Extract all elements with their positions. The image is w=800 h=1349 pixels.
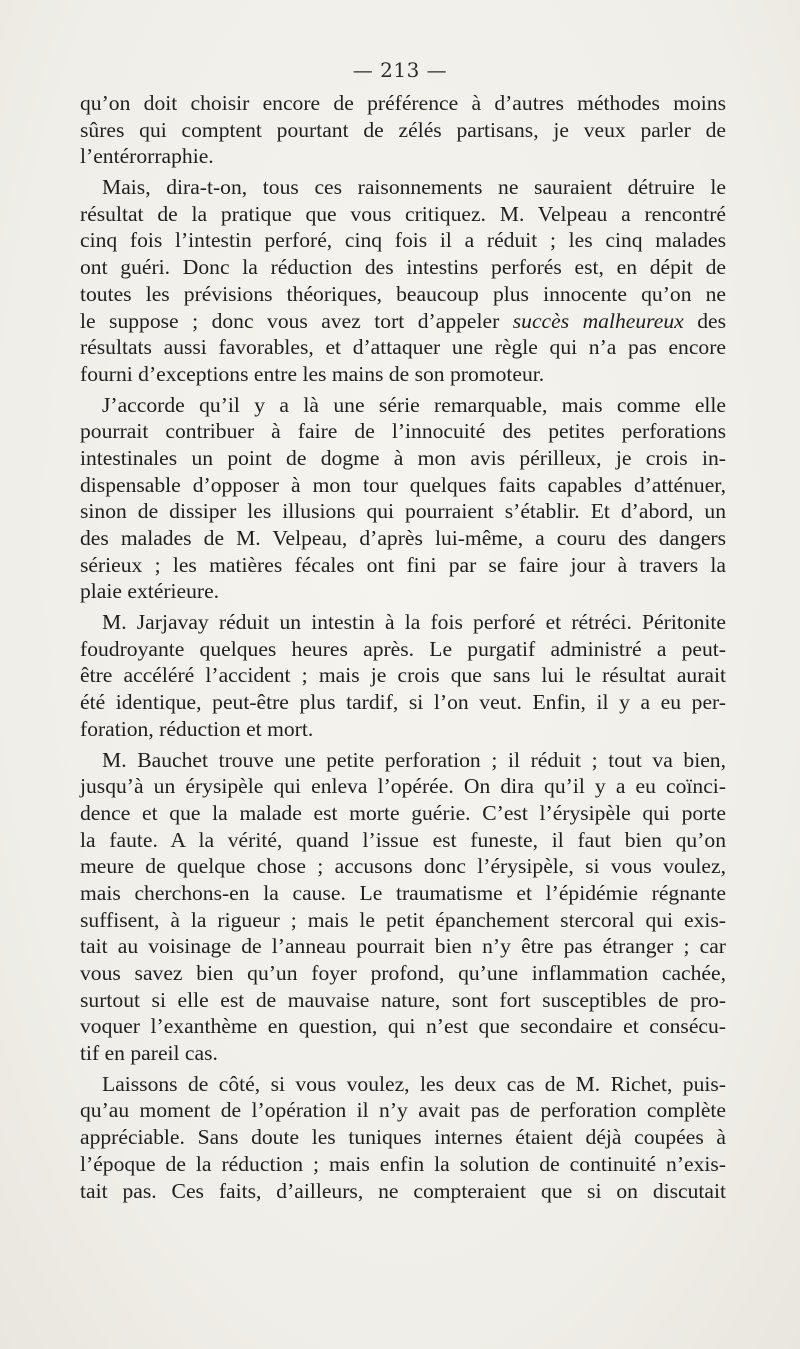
text-line: appréciable. Sans doute les tuniques internes étaient déjà coupées à [80,1125,726,1150]
text-line: Mais, dira-t-on, tous ces raisonnements ne sauraient détruire le [102,175,726,200]
text-line: foudroyante quelques heures après. Le purgatif administré a peut- [80,636,726,661]
text-line: M. Jarjavay réduit un intestin à la fois perforé et rétréci. Péritonite [102,610,726,635]
text-line: plaie extérieure. [80,579,220,604]
text-line: meure de quelque chose ; accusons donc l’érysipèle, si vous voulez, [80,854,726,879]
text-line: sûres qui comptent pourtant de zélés partisans, je veux parler de [80,117,726,142]
paragraph [80,747,726,1067]
text-line: tif en pareil cas. [80,1041,218,1066]
text-line: pourrait contribuer à faire de l’innocuité des petites perforations [80,419,726,444]
text-line: la faute. A la vérité, quand l’issue est funeste, il faut bien qu’on [80,827,726,852]
text-line: tait au voisinage de l’anneau pourrait bien n’y être pas étranger ; car [80,934,726,959]
text-line: résultat de la pratique que vous critiquez. M. Velpeau a rencontré [80,201,726,226]
text-line: fourni d’exceptions entre les mains de son promoteur. [80,361,545,386]
text-line: sinon de dissiper les illusions qui pourraient s’établir. Et d’abord, un [80,499,726,524]
page-number: — 213 — [352,58,448,82]
text-line: mais cherchons-en la cause. Le traumatisme et l’épidémie régnante [80,880,726,905]
text-line: été identique, peut-être plus tardif, si l’on veut. Enfin, il y a eu per- [80,690,726,715]
text-line: Laissons de côté, si vous voulez, les deux cas de M. Richet, puis- [102,1071,726,1096]
text-line: voquer l’exanthème en question, qui n’est que secondaire et consécu- [80,1014,726,1039]
text-line: résultats aussi favorables, et d’attaquer une règle qui n’a pas encore [80,335,726,360]
paragraph [80,392,726,606]
text-line: le suppose ; donc vous avez tort d’appeler succès malheureux des [80,308,726,333]
text-line: toutes les prévisions théoriques, beaucoup plus innocente qu’on ne [80,281,726,306]
text-line: surtout si elle est de mauvaise nature, sont fort susceptibles de pro- [80,987,726,1012]
text-line: qu’au moment de l’opération il n’y avait pas de perforation complète [80,1098,726,1123]
text-line: qu’on doit choisir encore de préférence à d’autres méthodes moins [80,91,726,115]
text-line: vous savez bien qu’un foyer profond, qu’une inflammation cachée, [80,961,726,985]
text-line: M. Bauchet trouve une petite perforation ; il réduit ; tout va bien, [102,747,726,772]
text-line: dispensable d’opposer à mon tour quelques faits capables d’atténuer, [80,472,726,497]
text-line: dence et que la malade est morte guérie. C’est l’érysipèle qui porte [80,800,726,825]
text-line: sérieux ; les matières fécales ont fini par se faire jour à travers la [80,552,726,577]
text-line: foration, réduction et mort. [80,716,314,741]
text-line: intestinales un point de dogme à mon avis périlleux, je crois in- [80,445,726,470]
text-line: l’entérorraphie. [80,144,214,169]
body-text [80,90,726,1208]
text-line: l’époque de la réduction ; mais enfin la solution de continuité n’exis- [80,1151,726,1176]
text-line: suffisent, à la rigueur ; mais le petit épanchement stercoral qui exis- [80,907,726,932]
text-line: jusqu’à un érysipèle qui enleva l’opérée. On dira qu’il y a eu coïnci- [80,774,726,799]
text-line: cinq fois l’intestin perforé, cinq fois il a réduit ; les cinq malades [80,228,726,253]
text-line: ont guéri. Donc la réduction des intestins perforés est, en dépit de [80,255,726,280]
paragraph [80,609,726,742]
paragraph [80,1071,726,1204]
text-line: tait pas. Ces faits, d’ailleurs, ne compteraient que si on discutait [80,1178,726,1203]
text-line: être accéléré l’accident ; mais je crois que sans lui le résultat aurait [80,663,726,688]
text-line: J’accorde qu’il y a là une série remarquable, mais comme elle [102,392,726,417]
paragraph [80,174,726,388]
paragraph [80,90,726,170]
text-line: des malades de M. Velpeau, d’après lui-même, a couru des dangers [80,526,726,550]
